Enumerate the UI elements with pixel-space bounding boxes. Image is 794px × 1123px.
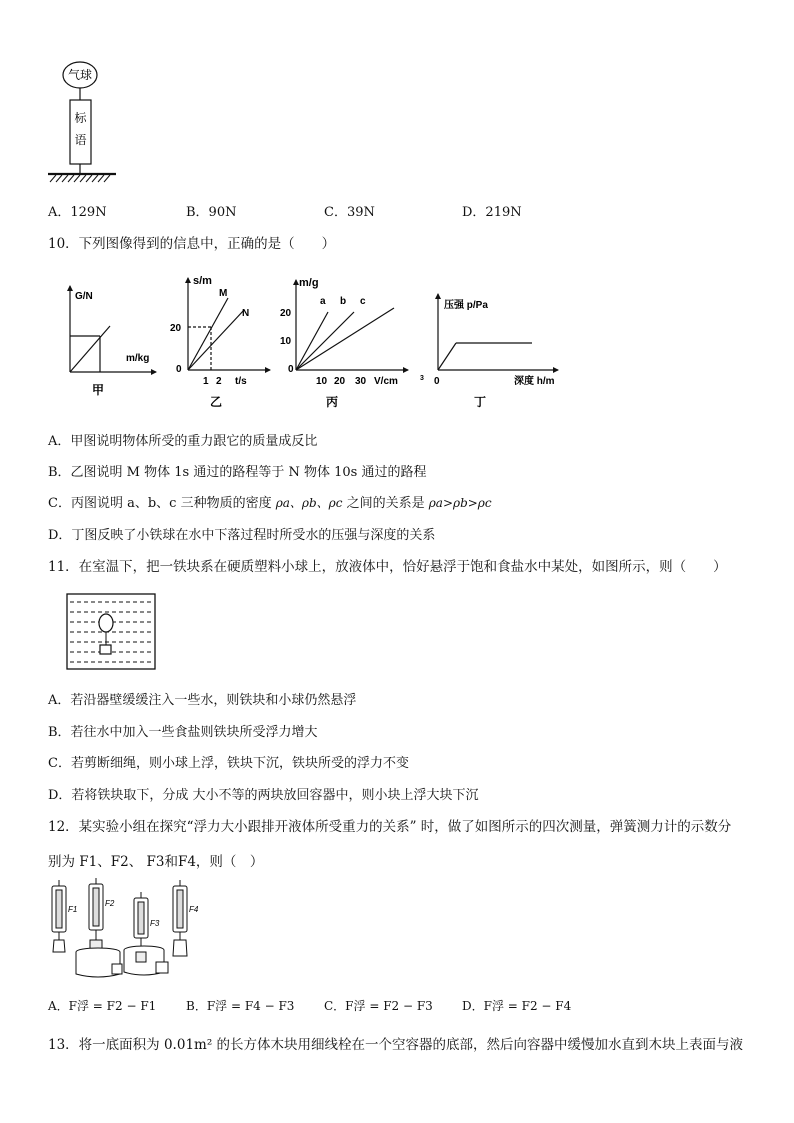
yi-caption: 乙 (210, 395, 223, 409)
q11-option-b[interactable]: B．若往水中加入一些食盐则铁块所受浮力增大 (48, 725, 318, 740)
bing-ylabel: m/g (299, 277, 319, 289)
jia-xlabel: m/kg (126, 353, 150, 364)
q11-option-a[interactable]: A．若沿器壁缓缓注入一些水，则铁块和小球仍然悬浮 (48, 693, 357, 708)
bing-tick-x10: 10 (316, 376, 328, 387)
q9-option-d[interactable]: D．219N (462, 205, 522, 220)
bing-line-b: b (340, 296, 347, 307)
q12-label-f4: F4 (189, 905, 199, 914)
bing-tick-x20: 20 (334, 376, 346, 387)
plastic-ball (99, 614, 113, 632)
jia-caption: 甲 (92, 383, 105, 397)
q12-option-a[interactable]: A．F浮 = F2 − F1 (48, 999, 157, 1013)
q10-option-d[interactable]: D．丁图反映了小铁球在水中下落过程时所受水的压强与深度的关系 (48, 528, 436, 543)
yi-tick-1: 1 (203, 376, 209, 387)
q10-option-c-tail: 之间的关系是 (346, 496, 425, 511)
q13-stem: 13．将一底面积为 0.01m² 的长方体木块用细线栓在一个空容器的底部，然后向容器中缓慢加水直到木块上表面与液 (48, 1037, 744, 1053)
bing-sup3: 3 (420, 375, 424, 382)
q11-stem: 11．在室温下，把一铁块系在硬质塑料小球上，放液体中，恰好悬浮于饱和食盐水中某处，如图所示，则（ ） (48, 559, 727, 575)
bing-tick-y20: 20 (280, 308, 292, 319)
jia-ylabel: G/N (75, 291, 93, 302)
yi-origin: 0 (176, 364, 182, 375)
balloon-label: 气球 (67, 68, 93, 82)
bing-tick-x30: 30 (355, 376, 367, 387)
bing-tick-y10: 10 (280, 336, 292, 347)
q12-label-f3: F3 (150, 919, 160, 928)
q12-figure (46, 878, 206, 982)
q12-option-c[interactable]: C．F浮 = F2 − F3 (324, 999, 433, 1013)
yi-ylabel: s/m (193, 275, 212, 287)
q9-option-c[interactable]: C．39N (324, 205, 375, 220)
iron-block (100, 645, 111, 654)
q12-option-b[interactable]: B．F浮 = F4 − F3 (186, 999, 295, 1013)
q9-option-a[interactable]: A．129N (48, 205, 107, 220)
q11-option-c[interactable]: C．若剪断细绳，则小球上浮，铁块下沉，铁块所受的浮力不变 (48, 756, 409, 771)
ding-xlabel: 深度 h/m (514, 376, 555, 387)
q10-option-a[interactable]: A．甲图说明物体所受的重力跟它的质量成反比 (48, 434, 318, 449)
bing-caption: 丙 (326, 395, 339, 409)
q11-figure-container (66, 593, 158, 673)
ding-caption: 丁 (474, 395, 487, 409)
graph-yi (188, 278, 270, 370)
banner-char-2: 语 (74, 133, 87, 147)
q9-option-b[interactable]: B．90N (186, 205, 237, 220)
q12-label-f2: F2 (105, 899, 115, 908)
yi-tick-2: 2 (216, 376, 222, 387)
q10-option-c-relation: ρa>ρb>ρc (428, 496, 492, 510)
q10-option-b[interactable]: B．乙图说明 M 物体 1s 通过的路程等于 N 物体 10s 通过的路程 (48, 465, 427, 480)
q10-stem: 10．下列图像得到的信息中，正确的是（ ） (48, 236, 336, 252)
q11-option-d[interactable]: D．若将铁块取下，分成 大小不等的两块放回容器中，则小块上浮大块下沉 (48, 788, 479, 803)
ding-ylabel: 压强 p/Pa (444, 300, 488, 311)
q10-graphs (48, 268, 568, 408)
bing-line-c: c (360, 296, 366, 307)
ding-origin: 0 (434, 376, 440, 387)
bing-origin: 0 (288, 364, 294, 375)
graph-bing (296, 280, 408, 370)
yi-tick-20: 20 (170, 323, 182, 334)
q10-option-c-text: C．丙图说明 a、b、c 三种物质的密度 (48, 496, 272, 511)
bing-line-a: a (320, 296, 326, 307)
banner-char-1: 标 (74, 111, 87, 125)
q12-stem-line1: 12．某实验小组在探究“浮力大小跟排开液体所受重力的关系” 时，做了如图所示的四次测量，弹簧测力计的示数分 (48, 819, 732, 835)
bing-xlabel: V/cm (374, 376, 398, 387)
q12-option-d[interactable]: D．F浮 = F2 − F4 (462, 999, 572, 1013)
yi-line-n: N (242, 308, 250, 319)
q10-option-c[interactable] (48, 492, 492, 511)
q12-stem-line2: 别为 F1、F2、 F3和F4，则（ ） (48, 854, 264, 870)
q12-label-f1: F1 (68, 905, 78, 914)
q9-figure (44, 58, 124, 186)
yi-xlabel: t/s (235, 376, 247, 387)
q10-option-c-rho-list: ρa、ρb、ρc (275, 496, 343, 510)
yi-line-m: M (219, 288, 228, 299)
